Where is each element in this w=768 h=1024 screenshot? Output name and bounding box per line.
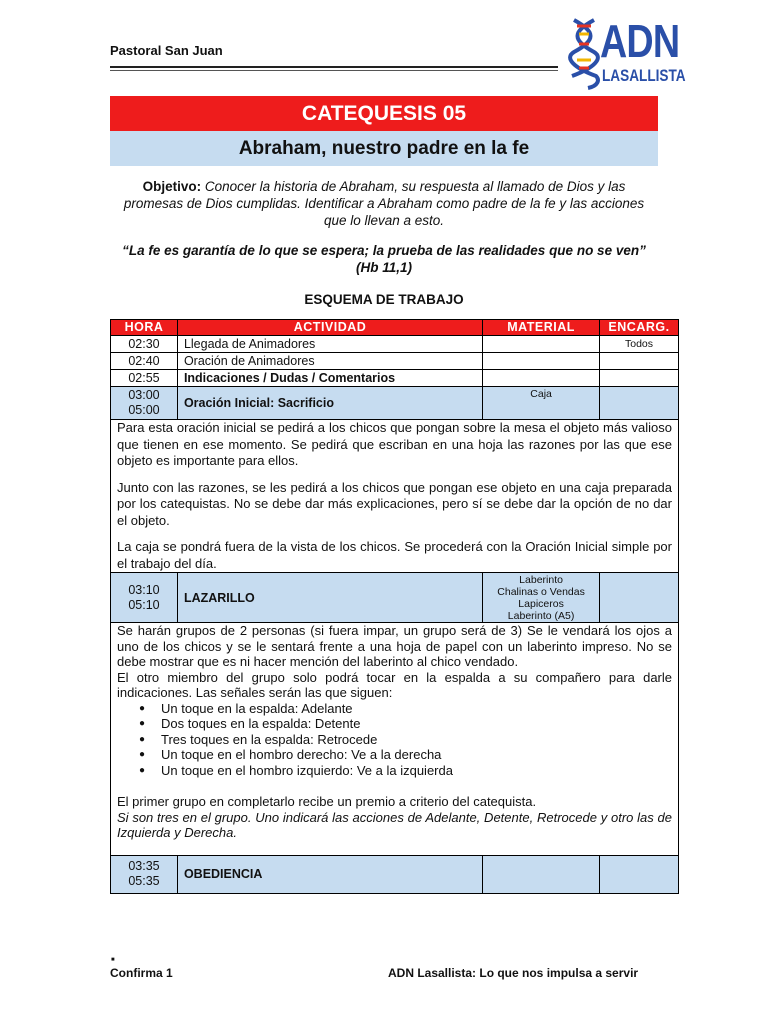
cell-encargado — [600, 353, 679, 370]
description-paragraph: El otro miembro del grupo solo podrá tocar en la espalda a su compañero para darle indicaciones. Las señales serán las que siguen: — [117, 669, 672, 700]
cell-hora: 02:30 — [111, 336, 178, 353]
material-item: Lapiceros — [518, 597, 564, 610]
hora-alt: 05:35 — [128, 874, 160, 888]
hora-start: 03:35 — [128, 859, 160, 873]
hora-alt: 05:10 — [128, 597, 160, 612]
description-paragraph: Para esta oración inicial se pedirá a los chicos que pongan sobre la mesa el objeto más valioso que tienen en ese momento. Se pedirá que escriban en una hoja las razones por las que ese objeto es importante para ellos. — [117, 420, 672, 468]
cell-material: Caja — [483, 387, 600, 420]
signal-list — [139, 701, 672, 779]
bible-quote: “La fe es garantía de lo que se espera; la prueba de las realidades que no se ven” (Hb 11,1) — [122, 243, 646, 275]
cell-encargado — [600, 855, 679, 893]
header-hora: HORA — [111, 320, 178, 336]
description-paragraph: El primer grupo en completarlo recibe un premio a criterio del catequista. — [117, 794, 537, 809]
document-title: CATEQUESIS 05 — [110, 96, 658, 131]
description-paragraph: Junto con las razones, se les pedirá a los chicos que pongan ese objeto en una caja preparada por los catequistas. No se debe dar más explicaciones, pero sí se debe dar la opción de no dar el objeto. — [117, 479, 672, 528]
cell-encargado — [600, 573, 679, 623]
list-item: ● Un toque en el hombro izquierdo: Ve a la izquierda — [139, 763, 672, 779]
description-cell — [111, 623, 679, 856]
footer-marker: ■ — [111, 957, 115, 963]
logo-text-adn: ADN — [600, 15, 680, 67]
header-divider — [110, 66, 558, 68]
description-paragraph: La caja se pondrá fuera de la vista de los chicos. Se procederá con la Oración Inicial simple por el trabajo del día. — [117, 539, 672, 571]
list-item: ● Un toque en la espalda: Adelante — [139, 701, 672, 717]
cell-encargado: Todos — [600, 336, 679, 353]
material-item: Laberinto (A5) — [507, 609, 575, 622]
document-subtitle: Abraham, nuestro padre en la fe — [110, 131, 658, 166]
activity-row-lazarillo — [111, 573, 679, 623]
material-item: Chalinas o Vendas — [497, 585, 585, 598]
activity-row-obediencia — [111, 855, 679, 893]
table-header-row — [111, 320, 679, 336]
cell-actividad: Oración de Animadores — [177, 353, 482, 370]
list-item: ● Dos toques en la espalda: Detente — [139, 716, 672, 732]
objective-paragraph — [112, 178, 656, 229]
material-item: Laberinto — [519, 573, 563, 586]
description-paragraph: Se harán grupos de 2 personas (si fuera impar, un grupo será de 3) Se le vendará los ojos a uno de los chicos y se le sentará frente a una hoja de papel con un laberinto impreso. No se debe mostrar que es ni hacer mención del laberinto al chico vendado. — [117, 623, 672, 669]
description-cell — [111, 420, 679, 573]
objective-label: Objetivo: — [142, 179, 202, 194]
objective-text: Conocer la historia de Abraham, su respuesta al llamado de Dios y las promesas de Dios cumplidas. Identificar a Abraham como padre de la fe y las acciones que lo llevan a esto. — [123, 179, 645, 228]
adn-lasallista-logo — [566, 15, 686, 90]
cell-actividad: LAZARILLO — [177, 573, 482, 623]
cell-actividad: Llegada de Animadores — [177, 336, 482, 353]
activity-description-oracion — [111, 420, 679, 573]
list-item: ● Un toque en el hombro derecho: Ve a la derecha — [139, 747, 672, 763]
table-row — [111, 370, 679, 387]
dna-helix-icon — [568, 18, 602, 90]
table-row — [111, 353, 679, 370]
hora-alt: 05:00 — [128, 403, 160, 417]
cell-hora: 02:55 — [111, 370, 178, 387]
header-material: MATERIAL — [483, 320, 600, 336]
spacer — [117, 841, 672, 855]
table-row — [111, 336, 679, 353]
cell-actividad: Indicaciones / Dudas / Comentarios — [177, 370, 482, 387]
logo-text-lasallista: LASALLISTA — [602, 66, 686, 85]
cell-material — [483, 855, 600, 893]
work-schedule-table — [110, 319, 679, 894]
cell-hora: 02:40 — [111, 353, 178, 370]
list-item: ● Tres toques en la espalda: Retrocede — [139, 732, 672, 748]
schema-title: ESQUEMA DE TRABAJO — [304, 292, 464, 307]
description-paragraph-italic: Si son tres en el grupo. Uno indicará las acciones de Adelante, Detente, Retrocede y otro las de Izquierda y Derecha. — [117, 809, 672, 840]
cell-actividad: OBEDIENCIA — [177, 855, 482, 893]
header-encargado: ENCARG. — [600, 320, 679, 336]
cell-material — [483, 336, 600, 353]
spacer — [117, 778, 672, 794]
cell-encargado — [600, 370, 679, 387]
footer-left: Confirma 1 — [110, 966, 173, 980]
cell-encargado — [600, 387, 679, 420]
activity-description-lazarillo — [111, 623, 679, 856]
hora-start: 03:10 — [128, 582, 160, 597]
cell-hora — [111, 387, 178, 420]
hora-start: 03:00 — [128, 388, 160, 402]
cell-material — [483, 370, 600, 387]
organization-name: Pastoral San Juan — [110, 43, 223, 58]
cell-material — [483, 573, 600, 623]
cell-hora — [111, 855, 178, 893]
header-divider-thin — [110, 70, 558, 71]
cell-actividad: Oración Inicial: Sacrificio — [177, 387, 482, 420]
activity-row-oracion — [111, 387, 679, 420]
footer-right: ADN Lasallista: Lo que nos impulsa a servir — [388, 966, 639, 980]
cell-material — [483, 353, 600, 370]
header-actividad: ACTIVIDAD — [177, 320, 482, 336]
cell-hora — [111, 573, 178, 623]
